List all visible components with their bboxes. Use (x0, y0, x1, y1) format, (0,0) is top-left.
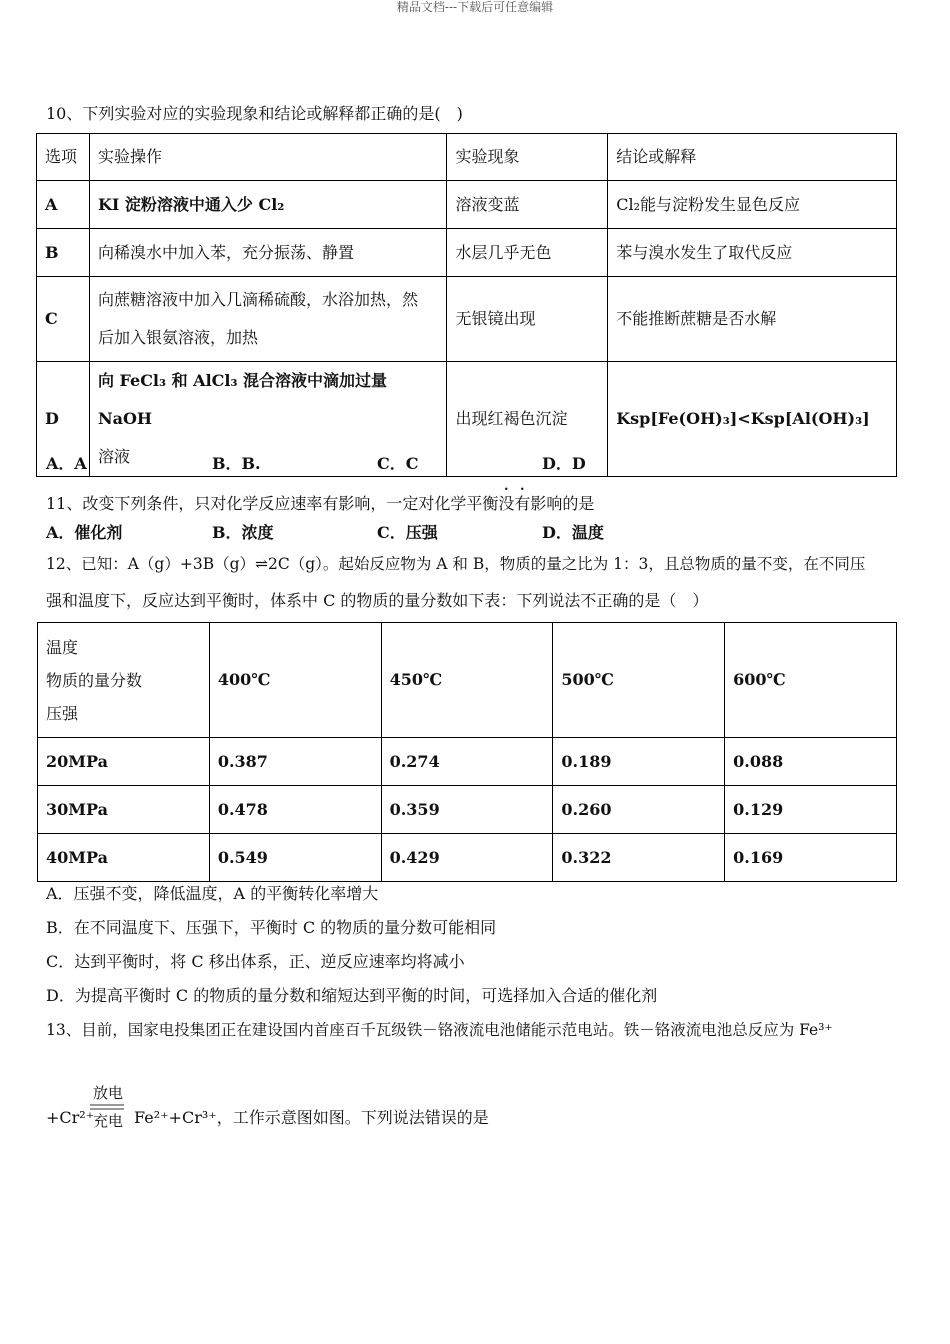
q12-corner-cell (38, 623, 210, 738)
q12-row-30mpa-pressure: 30MPa (38, 786, 210, 834)
q12-cell: 0.260 (553, 786, 725, 834)
q11-stem (46, 485, 594, 514)
q12-cell: 0.189 (553, 738, 725, 786)
q13-arrow-charge-label: 充电 (92, 1112, 123, 1130)
q10-choice-c[interactable]: C．C (377, 454, 419, 473)
q10-row-d-operation-line2: 溶液 (97, 447, 130, 466)
q10-header-conclusion: 结论或解释 (608, 134, 897, 181)
q13-equation-right: Fe²⁺+Cr³⁺，工作示意图如图。下列说法错误的是 (134, 1108, 489, 1127)
q10-row-c (37, 277, 897, 362)
q13-stem: 13、目前，国家电投集团正在建设国内首座百千瓦级铁－铬液流电池储能示范电站。铁－铬液流电池总反应为 Fe³⁺ (46, 1021, 833, 1039)
q12-choice-c[interactable]: C．达到平衡时，将 C 移出体系，正、逆反应速率均将减小 (46, 952, 465, 971)
q12-stem-line2: 强和温度下，反应达到平衡时，体系中 C 的物质的量分数如下表：下列说法不正确的是（ ） (46, 591, 709, 610)
q10-row-a-conclusion: Cl₂能与淀粉发生显色反应 (608, 181, 897, 229)
q11-choice-b[interactable]: B．浓度 (212, 523, 274, 542)
q10-row-c-conclusion: 不能推断蔗糖是否水解 (608, 277, 897, 362)
q11-choice-d[interactable]: D．温度 (542, 523, 604, 542)
q10-row-b-conclusion: 苯与溴水发生了取代反应 (608, 229, 897, 277)
q10-row-a (37, 181, 897, 229)
q10-header-option: 选项 (37, 134, 90, 181)
q12-row-20mpa (38, 738, 897, 786)
q10-row-c-operation (89, 277, 447, 362)
q12-cell: 0.169 (725, 834, 897, 882)
q10-table (36, 133, 897, 477)
q12-header-row (38, 623, 897, 738)
q10-row-c-operation-line1: 向蔗糖溶液中加入几滴稀硫酸，水浴加热，然 (97, 290, 418, 309)
q12-row-40mpa (38, 834, 897, 882)
q11-stem-emphasis: 没有 (498, 494, 531, 513)
q13-arrow-discharge-label: 放电 (92, 1084, 123, 1102)
q10-choice-b[interactable]: B．B. (212, 454, 261, 473)
q10-row-d (37, 362, 897, 477)
q10-row-a-phenomenon: 溶液变蓝 (447, 181, 608, 229)
page-header: 精品文档---下载后可任意编辑 (396, 0, 554, 14)
q10-row-d-option: D (37, 362, 90, 477)
q10-row-b-phenomenon: 水层几乎无色 (447, 229, 608, 277)
q10-row-d-operation-line1: 向 FeCl₃ 和 AlCl₃ 混合溶液中滴加过量 NaOH (97, 371, 388, 428)
q11-choice-c[interactable]: C．压强 (377, 523, 438, 542)
q12-choice-d[interactable]: D．为提高平衡时 C 的物质的量分数和缩短达到平衡的时间，可选择加入合适的催化剂 (46, 986, 658, 1005)
q12-row-30mpa (38, 786, 897, 834)
q12-table (37, 622, 897, 882)
q10-row-c-phenomenon: 无银镜出现 (447, 277, 608, 362)
q12-cell: 0.478 (209, 786, 381, 834)
q12-corner-pressure: 压强 (46, 703, 79, 723)
q12-corner-temp: 温度 (46, 637, 79, 657)
q10-row-b-operation: 向稀溴水中加入苯，充分振荡、静置 (89, 229, 447, 277)
q12-cell: 0.088 (725, 738, 897, 786)
q12-cell: 0.129 (725, 786, 897, 834)
q10-choice-a[interactable]: A．A (46, 454, 87, 473)
q12-corner-fraction: 物质的量分数 (46, 670, 143, 690)
q10-row-c-option: C (37, 277, 90, 362)
q12-cell: 0.274 (381, 738, 553, 786)
q10-row-d-conclusion: Ksp[Fe(OH)₃]<Ksp[Al(OH)₃] (608, 362, 897, 477)
q10-header-phenomenon: 实验现象 (447, 134, 608, 181)
q13-reversible-arrow (88, 1082, 128, 1130)
q12-cell: 0.387 (209, 738, 381, 786)
q10-header-operation: 实验操作 (89, 134, 447, 181)
q12-cell: 0.429 (381, 834, 553, 882)
q10-row-b-option: B (37, 229, 90, 277)
q10-header-row (37, 134, 897, 181)
q10-row-d-phenomenon: 出现红褐色沉淀 (447, 362, 608, 477)
q10-row-c-operation-line2: 后加入银氨溶液，加热 (97, 328, 258, 347)
q10-row-a-option: A (37, 181, 90, 229)
q12-temp-450: 450℃ (381, 623, 553, 738)
q11-stem-pre: 11、改变下列条件，只对化学反应速率有影响，一定对化学平衡 (46, 494, 499, 513)
q12-row-20mpa-pressure: 20MPa (38, 738, 210, 786)
q13-equation-left: +Cr²⁺ (46, 1108, 95, 1127)
q11-choice-a[interactable]: A．催化剂 (46, 523, 123, 542)
q10-choice-d[interactable]: D．D (542, 454, 586, 473)
q11-stem-post: 影响的是 (530, 494, 595, 513)
q12-temp-500: 500℃ (553, 623, 725, 738)
q12-temp-600: 600℃ (725, 623, 897, 738)
q12-choice-b[interactable]: B．在不同温度下、压强下，平衡时 C 的物质的量分数可能相同 (46, 918, 497, 937)
q12-cell: 0.549 (209, 834, 381, 882)
q12-cell: 0.322 (553, 834, 725, 882)
q12-choice-a[interactable]: A．压强不变，降低温度，A 的平衡转化率增大 (46, 884, 379, 903)
q12-row-40mpa-pressure: 40MPa (38, 834, 210, 882)
q10-stem: 10、下列实验对应的实验现象和结论或解释都正确的是( ) (46, 104, 463, 123)
q10-row-b (37, 229, 897, 277)
q12-stem-line1: 12、已知：A（g）+3B（g）⇌2C（g）。起始反应物为 A 和 B，物质的量之比为 1：3，且总物质的量不变，在不同压 (46, 555, 866, 573)
q12-cell: 0.359 (381, 786, 553, 834)
q12-temp-400: 400℃ (209, 623, 381, 738)
q10-row-a-operation: KI 淀粉溶液中通入少 Cl₂ (89, 181, 447, 229)
